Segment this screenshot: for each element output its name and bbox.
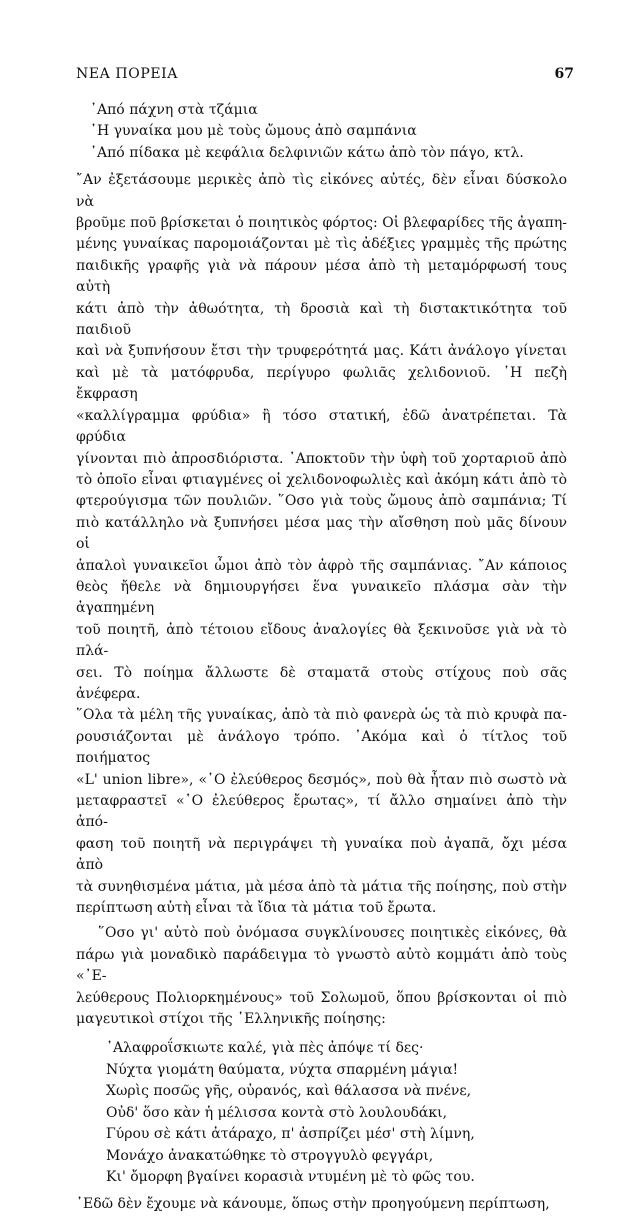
text-line: ῎Αν ἐξετάσουμε μερικὲς ἀπὸ τὶς εἰκόνες αὐτές, δὲν εἶναι δύσκολο νὰ	[76, 172, 567, 210]
paragraph-intro-solomos	[76, 923, 567, 1030]
text-line: θεὸς ἤθελε νὰ δημιουργήσει ἕνα γυναικεῖο πλάσμα σὰν τὴν ἀγαπημένη	[76, 578, 567, 617]
verse-line: Μονάχο ἀνακατώθηκε τὸ στρογγυλὸ φεγγάρι,	[106, 1147, 434, 1164]
text-line: λεύθερους Πολιορκημένους» τοῦ Σολωμοῦ, ὅπου βρίσκονται οἱ πιὸ	[76, 989, 567, 1006]
text-line: γίνονται πιὸ ἀπροσδιόριστα. ᾿Αποκτοῦν τὴν ὑφὴ τοῦ χορταριοῦ ἀπὸ	[76, 450, 567, 467]
verse-quote-top	[76, 100, 567, 164]
verse-line: Γύρου σὲ κάτι ἀτάραχο, π' ἀσπρίζει μέσ' στὴ λίμνη,	[106, 1126, 475, 1143]
text-line: τὸ ὁποῖο εἶναι φτιαγμένες οἱ χελιδονοφωλιὲς καὶ ἀκόμη κάτι ἀπὸ τὸ	[76, 471, 567, 488]
text-line: μένης γυναίκας παρομοιάζονται μὲ τὶς ἀδέξιες γραμμὲς τῆς πρώτης	[76, 236, 567, 253]
page-body	[76, 100, 567, 1216]
verse-line: Κι' ὄμορφη βγαίνει κορασιὰ ντυμένη μὲ τὸ φῶς του.	[106, 1168, 475, 1185]
verse-line: Οὐδ' ὅσο κὰν ἡ μέλισσα κοντὰ στὸ λουλουδάκι,	[106, 1104, 448, 1121]
text-line: περίπτωση αὐτὴ εἶναι τὰ ἴδια τὰ μάτια τοῦ ἔρωτα.	[76, 900, 437, 917]
text-line: ρουσιάζονται μὲ ἀνάλογο τρόπο. ᾿Ακόμα καὶ ὁ τίτλος τοῦ ποιήματος	[76, 728, 567, 767]
text-line: ῞Ολα τὰ μέλη τῆς γυναίκας, ἀπὸ τὰ πιὸ φανερὰ ὡς τὰ πιὸ κρυφὰ πα-	[76, 707, 567, 724]
text-line: «L' union libre», «῾Ο ἐλεύθερος δεσμός», ποὺ θὰ ἦταν πιὸ σωστὸ νὰ	[76, 771, 567, 788]
text-line: ἁπαλοὶ γυναικεῖοι ὦμοι ἀπὸ τὸν ἀφρὸ τῆς σαμπάνιας. ῎Αν κάποιος	[76, 557, 567, 574]
verse-line: ᾿Αλαφροΐσκιωτε καλέ, γιὰ πὲς ἀπόψε τί δες·	[106, 1040, 424, 1057]
verse-line: ᾿Από πάχνη στὰ τζάμια	[90, 102, 258, 118]
running-title: ΝΕΑ ΠΟΡΕΙΑ	[76, 66, 178, 82]
text-line: κάτι ἀπὸ τὴν ἀθωότητα, τὴ δροσιὰ καὶ τὴ διστακτικότητα τοῦ παιδιοῦ	[76, 300, 567, 339]
page-number: 67	[554, 66, 574, 82]
text-line: ῞Οσο γι' αὐτὸ ποὺ ὀνόμασα συγκλίνουσες ποιητικὲς εἰκόνες, θὰ	[98, 925, 567, 942]
closing-line: ᾿Εδῶ δὲν ἔχουμε νὰ κάνουμε, ὅπως στὴν προηγούμενη περίπτωση,	[76, 1196, 550, 1213]
running-header	[76, 66, 574, 82]
text-line: φαση τοῦ ποιητῆ νὰ περιγράψει τὴ γυναίκα ποὺ ἀγαπᾶ, ὄχι μέσα ἀπὸ	[76, 835, 567, 874]
text-line: φτερούγισμα τῶν πουλιῶν. ῞Οσο γιὰ τοὺς ὤμους ἀπὸ σαμπάνια; Τί	[76, 493, 567, 510]
text-line: τοῦ ποιητῆ, ἀπὸ τέτοιου εἴδους ἀναλογίες θὰ ξεκινοῦσε γιὰ νὰ τὸ πλά-	[76, 621, 567, 660]
text-line: βροῦμε ποῦ βρίσκεται ὁ ποιητικὸς φόρτος: Οἱ βλεφαρίδες τῆς ἀγαπη-	[76, 215, 567, 232]
verse-line: Νύχτα γιομάτη θαύματα, νύχτα σπαρμένη μάγια!	[106, 1061, 459, 1078]
text-line: «καλλίγραμμα φρύδια» ἢ τόσο στατική, ἐδῶ ἀνατρέπεται. Τὰ φρύδια	[76, 407, 567, 446]
text-line: πιὸ κατάλληλο νὰ ξυπνήσει μέσα μας τὴν αἴσθηση ποὺ μᾶς δίνουν οἱ	[76, 514, 567, 553]
text-line: σει. Τὸ ποίημα ἄλλωστε δὲ σταματᾶ στοὺς στίχους ποὺ σᾶς ἀνέφερα.	[76, 664, 567, 702]
paragraph-analysis	[76, 170, 567, 919]
text-line: καὶ μὲ τὰ ματόφρυδα, περίγυρο φωλιᾶς χελιδονιοῦ. ῾Η πεζὴ ἔκφραση	[76, 364, 567, 403]
verse-line: ᾿Από πίδακα μὲ κεφάλια δελφινιῶν κάτω ἀπὸ τὸν πάγο, κτλ.	[90, 144, 524, 161]
text-line: καὶ νὰ ξυπνήσουν ἔτσι τὴν τρυφερότητά μας. Κάτι ἀνάλογο γίνεται	[76, 343, 567, 360]
verse-line: ῾Η γυναίκα μου μὲ τοὺς ὤμους ἀπὸ σαμπάνια	[90, 123, 417, 140]
verse-quote-solomos	[76, 1038, 567, 1188]
text-line: τὰ συνηθισμένα μάτια, μὰ μέσα ἀπὸ τὰ μάτια τῆς ποίησης, ποὺ στὴν	[76, 878, 567, 895]
verse-line: Χωρὶς ποσῶς γῆς, οὐρανός, καὶ θάλασσα νὰ πνένε,	[106, 1083, 472, 1100]
text-line: μαγευτικοὶ στίχοι τῆς ῾Ελληνικῆς ποίησης:	[76, 1011, 386, 1028]
text-line: παιδικῆς γραφῆς γιὰ νὰ πάρουν μέσα ἀπὸ τὴ μεταμόρφωσή τους αὐτὴ	[76, 257, 567, 296]
text-line: μεταφραστεῖ «῾Ο ἐλεύθερος ἔρωτας», τί ἄλλο σημαίνει ἀπὸ τὴν ἀπό-	[76, 793, 567, 831]
text-line: πάρω γιὰ μοναδικὸ παράδειγμα τὸ γνωστὸ αὐτὸ κομμάτι ἀπὸ τοὺς «᾿Ε-	[76, 946, 567, 985]
